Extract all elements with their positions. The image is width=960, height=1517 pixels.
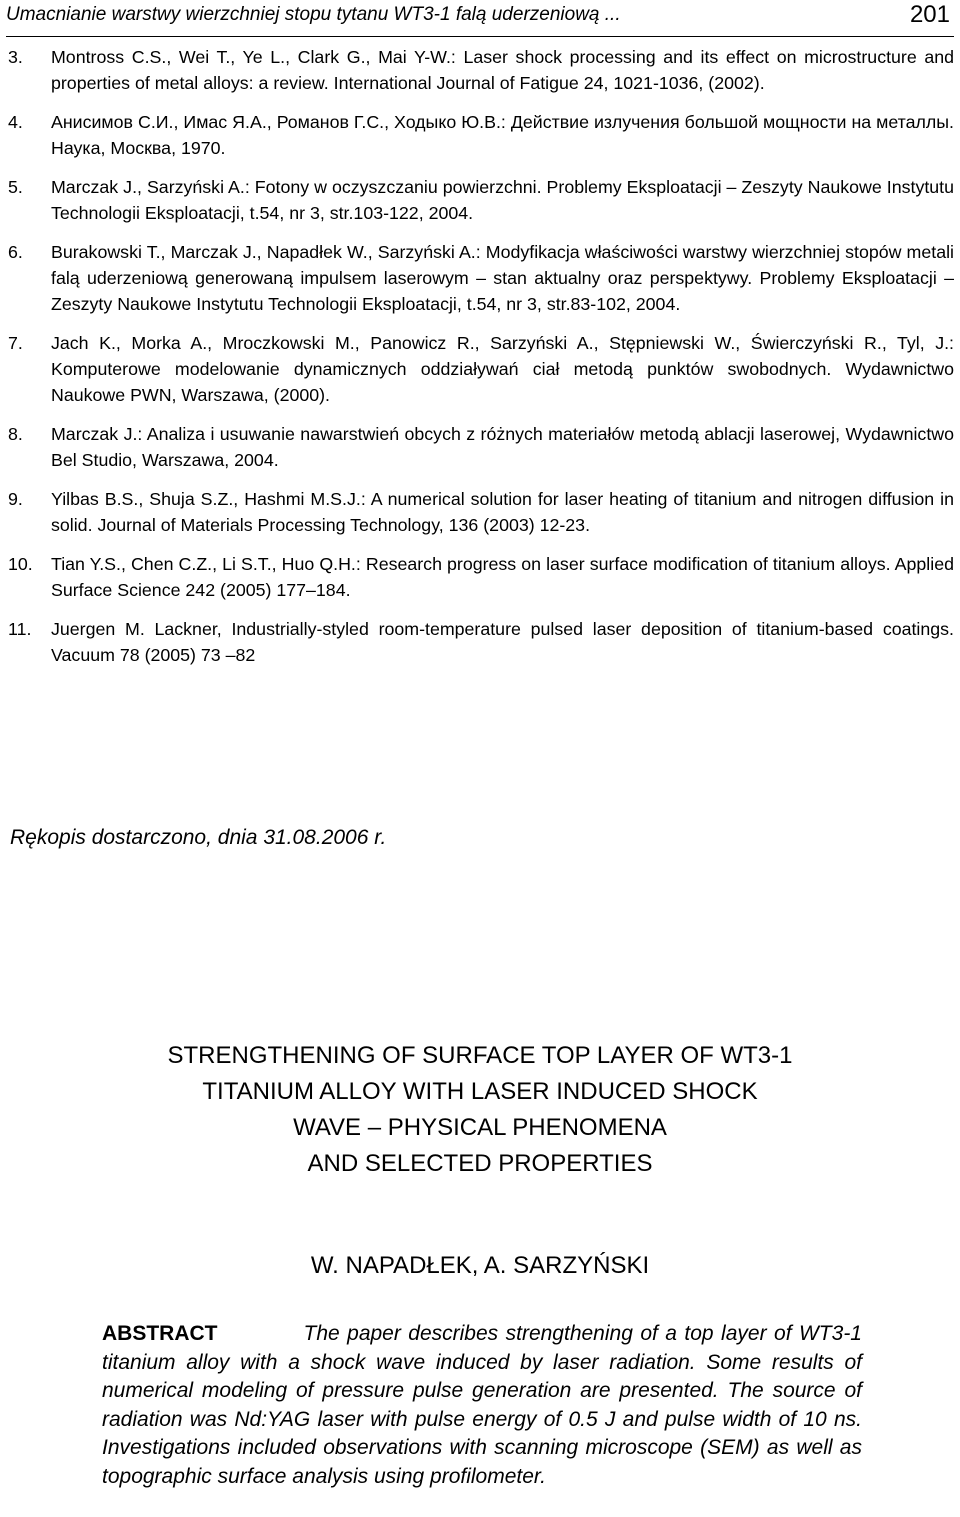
- page-number: 201: [909, 1, 950, 28]
- authors: W. NAPADŁEK, A. SARZYŃSKI: [310, 1252, 650, 1279]
- reference-item: [8, 486, 954, 538]
- abstract-text: The paper describes strengthening of a top layer of WT3-1 titanium alloy with a shock wave induced by laser radiation. Some results of numerical modeling of pressure pulse generation are presented. The source of radiation was Nd:YAG laser with pulse energy of 0.5 J and pulse width of 10 ns. Investigations included observations with scanning microscope (SEM) as well as topographic surface analysis using profilometer.: [102, 1322, 862, 1488]
- reference-text: Анисимов С.И., Имас Я.А., Романов Г.С., Ходыко Ю.В.: Действие излучения большой мощности на металлы. Наука, Москва, 1970.: [51, 112, 954, 158]
- reference-text: Jach K., Morka A., Mroczkowski M., Panowicz R., Sarzyński A., Stępniewski W., Świerczyński R., Tyl, J.: Komputerowe modelowanie dynamicznych oddziaływań ciał metodą punktów swobodnych. Wydawnictwo Naukowe PWN, Warszawa, (2000).: [51, 333, 954, 405]
- page-header: [6, 1, 954, 37]
- reference-item: [8, 239, 954, 317]
- reference-number: 11.: [8, 619, 32, 639]
- reference-number: 3.: [8, 47, 23, 67]
- reference-text: Montross C.S., Wei T., Ye L., Clark G., Mai Y-W.: Laser shock processing and its effect on microstructure and properties of metal alloys: a review. International Journal of Fatigue 24, 1021-1036, (2002).: [51, 47, 954, 93]
- reference-text: Marczak J., Sarzyński A.: Fotony w oczyszczaniu powierzchni. Problemy Eksploatacji – Zeszyty Naukowe Instytutu Technologii Eksploatacji, t.54, nr 3, str.103-122, 2004.: [51, 177, 954, 223]
- reference-number: 10.: [8, 554, 33, 574]
- reference-list: [8, 44, 954, 681]
- reference-number: 5.: [8, 177, 23, 197]
- reference-number: 9.: [8, 489, 23, 509]
- english-title: STRENGTHENING OF SURFACE TOP LAYER OF WT3-1 TITANIUM ALLOY WITH LASER INDUCED SHOCK WAVE – PHYSICAL PHENOMENA AND SELECTED PROPERTIES: [167, 1042, 793, 1177]
- reference-item: [8, 421, 954, 473]
- reference-item: [8, 109, 954, 161]
- running-title: Umacnianie warstwy wierzchniej stopu tytanu WT3-1 falą uderzeniową ...: [6, 4, 621, 25]
- received-date-note: Rękopis dostarczono, dnia 31.08.2006 r.: [10, 826, 387, 849]
- abstract-label: ABSTRACT: [102, 1322, 218, 1345]
- abstract: [102, 1320, 862, 1491]
- reference-number: 4.: [8, 112, 23, 132]
- reference-text: Tian Y.S., Chen C.Z., Li S.T., Huo Q.H.: Research progress on laser surface modification of titanium alloys. Applied Surface Science 242 (2005) 177–184.: [51, 554, 954, 600]
- reference-text: Yilbas B.S., Shuja S.Z., Hashmi M.S.J.: A numerical solution for laser heating of titanium and nitrogen diffusion in solid. Journal of Materials Processing Technology, 136 (2003) 12-23.: [51, 489, 954, 535]
- reference-number: 8.: [8, 424, 23, 444]
- reference-item: [8, 44, 954, 96]
- reference-text: Burakowski T., Marczak J., Napadłek W., Sarzyński A.: Modyfikacja właściwości warstwy wierzchniej stopów metali falą uderzeniową generowaną impulsem laserowym – stan aktualny oraz perspektywy. Problemy Eksploatacji – Zeszyty Naukowe Instytutu Technologii Eksploatacji, t.54, nr 3, str.83-102, 2004.: [51, 242, 954, 314]
- reference-text: Marczak J.: Analiza i usuwanie nawarstwień obcych z różnych materiałów metodą ablacji laserowej, Wydawnictwo Bel Studio, Warszawa, 2004.: [51, 424, 954, 470]
- reference-item: [8, 616, 954, 668]
- reference-item: [8, 330, 954, 408]
- reference-item: [8, 174, 954, 226]
- reference-number: 6.: [8, 242, 23, 262]
- reference-number: 7.: [8, 333, 23, 353]
- reference-text: Juergen M. Lackner, Industrially-styled room-temperature pulsed laser deposition of titanium-based coatings. Vacuum 78 (2005) 73 –82: [51, 619, 954, 665]
- reference-item: [8, 551, 954, 603]
